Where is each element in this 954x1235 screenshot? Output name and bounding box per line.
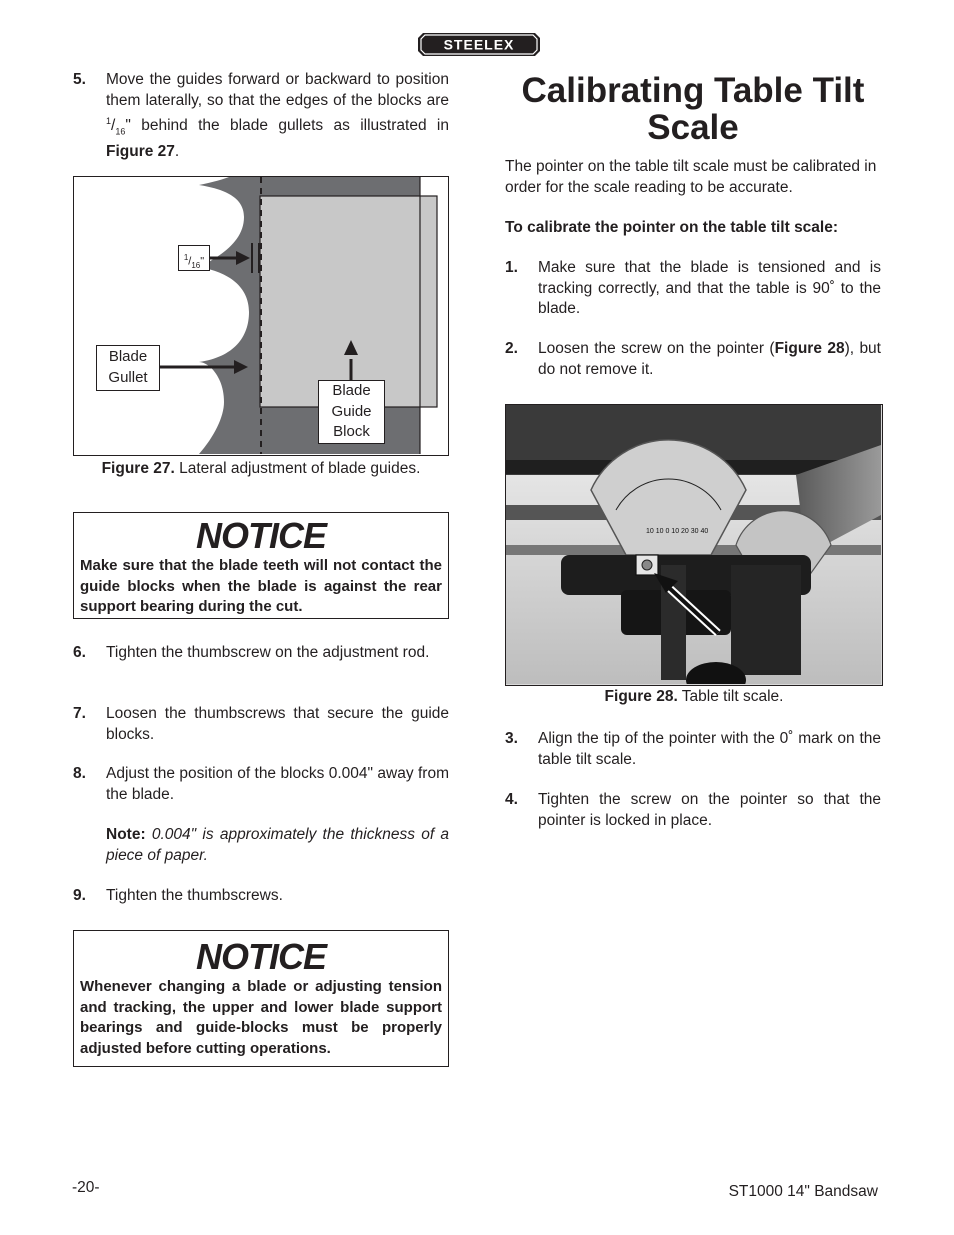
step-7: 7. Loosen the thumbscrews that secure the guide blocks. — [73, 705, 449, 743]
label-blade-guide-block: Blade Guide Block — [318, 380, 385, 444]
step-8: 8. Adjust the position of the blocks 0.004" away from the blade. — [73, 765, 449, 803]
figure-reference: Figure 27 — [106, 142, 175, 160]
page-number: -20- — [72, 1179, 100, 1196]
step-r1: 1. Make sure that the blade is tensioned and is tracking correctly, and that the table is 90˚ to the blade. — [505, 259, 881, 317]
subheading: To calibrate the pointer on the table tilt scale: — [505, 219, 839, 236]
section-title: Calibrating Table Tilt Scale — [521, 71, 865, 147]
step-6: 6. Tighten the thumbscrew on the adjustment rod. — [73, 644, 430, 661]
notice-body: Whenever changing a blade or adjusting tension and tracking, the upper and lower blade support bearings and guide-blocks must be properly adjusted before cutting operations. — [80, 978, 442, 1057]
figure-27-caption: Figure 27. Lateral adjustment of blade guides. — [101, 460, 421, 477]
notice-box-2 — [73, 930, 449, 1067]
label-blade-gullet: Blade Gullet — [96, 345, 160, 391]
step-number: 5. — [73, 71, 86, 88]
note: Note: 0.004" is approximately the thickness of a piece of paper. — [106, 826, 449, 864]
guide-block — [260, 196, 437, 407]
figure-27 — [73, 176, 449, 456]
steelex-logo — [417, 32, 541, 57]
notice-title: NOTICE — [195, 515, 326, 556]
blade-guide-diagram — [74, 177, 447, 454]
step-text: Move the guides forward or backward to position them laterally, so that the edges of the blocks are $^1/_{16}$" behind the blade gullets as illustrated in Figure 27. — [106, 71, 449, 160]
step-r3: 3. Align the tip of the pointer with the 0˚ mark on the table tilt scale. — [505, 730, 881, 768]
model-name: ST1000 14" Bandsaw — [728, 1183, 878, 1200]
table-tilt-photo — [506, 405, 881, 684]
notice-box-1 — [73, 512, 449, 619]
step-r2: 2. Loosen the screw on the pointer (Figure 28), but do not remove it. — [505, 340, 881, 378]
figure-28-caption: Figure 28. Table tilt scale. — [604, 688, 784, 705]
step-5 — [73, 70, 449, 160]
figure-reference: Figure 28 — [774, 340, 845, 357]
step-9: 9. Tighten the thumbscrews. — [73, 887, 283, 904]
scale-tick-labels: 10 10 0 10 20 30 40 — [646, 528, 709, 535]
intro-paragraph: The pointer on the table tilt scale must be calibrated in order for the scale reading to be accurate. — [505, 158, 877, 196]
figure-28 — [505, 404, 883, 686]
notice-title: NOTICE — [195, 936, 326, 977]
brand-text: STEELEX — [443, 36, 515, 53]
label-fraction: $^1/_{16}$" — [178, 245, 210, 271]
step-r4: 4. Tighten the screw on the pointer so that the pointer is locked in place. — [505, 791, 881, 829]
notice-body: Make sure that the blade teeth will not contact the guide blocks when the blade is against the rear support bearing during the cut. — [80, 557, 442, 615]
